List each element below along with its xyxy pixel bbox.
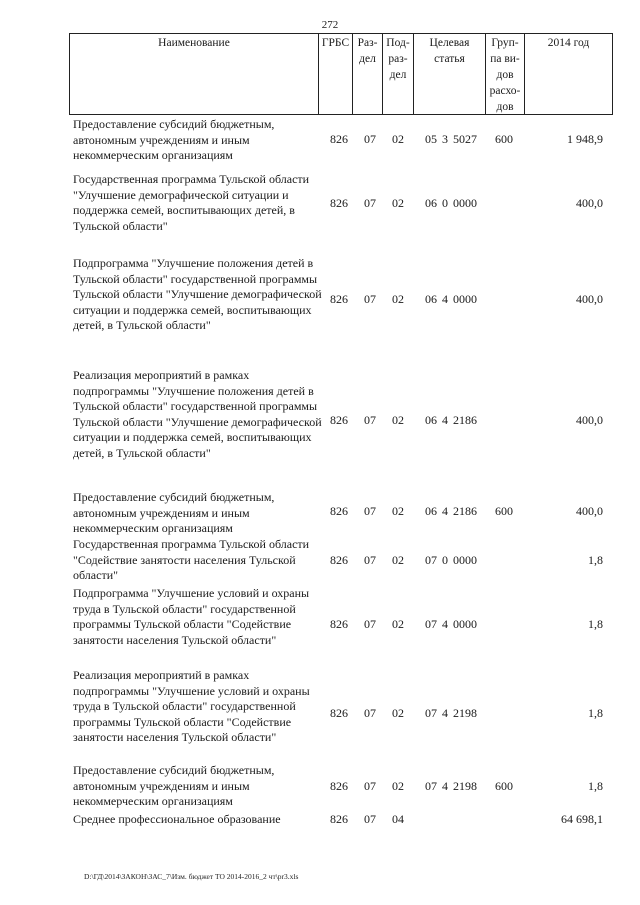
row-celevaya: 07 4 2198: [425, 779, 477, 793]
row-razdel: 07: [364, 413, 376, 427]
row-podrazdel: 02: [392, 413, 404, 427]
header-name: Наименование: [69, 34, 318, 114]
row-sum: 400,0: [576, 413, 603, 427]
row-razdel: 07: [364, 504, 376, 518]
row-gruppa: 600: [495, 132, 513, 146]
row-sum: 1,8: [588, 706, 603, 720]
row-podrazdel: 02: [392, 132, 404, 146]
header-podrazdel: Под- раз- дел: [382, 34, 413, 114]
row-razdel: 07: [364, 706, 376, 720]
row-grbs: 826: [330, 553, 348, 567]
row-grbs: 826: [330, 504, 348, 518]
row-razdel: 07: [364, 553, 376, 567]
row-name: Предоставление субсидий бюджетным, автономным учреждениям и иным некоммерческим организациям: [73, 490, 275, 535]
row-podrazdel: 02: [392, 196, 404, 210]
row-name: Предоставление субсидий бюджетным, автономным учреждениям и иным некоммерческим организациям: [73, 117, 275, 162]
row-name: Государственная программа Тульской области "Улучшение демографической ситуации и поддержка семей, воспитывающих детей, в Тульской области": [73, 172, 310, 233]
file-path-footer: D:\ГД\2014\ЗАКОН\ЗАС_7\Изм. бюджет ТО 2014-2016_2 чт\pr3.xls: [84, 872, 299, 881]
row-podrazdel: 02: [392, 553, 404, 567]
row-name: Подпрограмма "Улучшение условий и охраны труда в Тульской области" государственной программы Тульской области "Содействие занятости населения Тульской области": [73, 586, 310, 647]
header-razdel: Раз- дел: [352, 34, 382, 114]
row-podrazdel: 04: [392, 812, 404, 826]
row-name: Предоставление субсидий бюджетным, автономным учреждениям и иным некоммерческим организациям: [73, 763, 275, 808]
row-podrazdel: 02: [392, 779, 404, 793]
row-razdel: 07: [364, 132, 376, 146]
row-razdel: 07: [364, 779, 376, 793]
row-razdel: 07: [364, 617, 376, 631]
header-celevaya: Целевая статья: [413, 34, 485, 114]
row-name: Реализация мероприятий в рамках подпрограммы "Улучшение положения детей в Тульской области" государственной программы Тульской области "Улучшение демографической ситуации и поддержка семей, воспитывающих детей, в Тульской области": [73, 368, 322, 460]
row-celevaya: 06 4 2186: [425, 504, 477, 518]
row-razdel: 07: [364, 292, 376, 306]
row-razdel: 07: [364, 812, 376, 826]
row-sum: 400,0: [576, 196, 603, 210]
row-grbs: 826: [330, 617, 348, 631]
row-sum: 1,8: [588, 617, 603, 631]
header-gruppa: Груп- па ви- дов расхо- дов: [485, 34, 524, 114]
row-celevaya: 07 4 2198: [425, 706, 477, 720]
row-celevaya: 05 3 5027: [425, 132, 477, 146]
row-name: Подпрограмма "Улучшение положения детей в Тульской области" государственной программы Тульской области "Улучшение демографической ситуации и поддержка семей, воспитывающих детей, в Тульской области": [73, 256, 322, 332]
row-name: Государственная программа Тульской области "Содействие занятости населения Тульской области": [73, 537, 310, 582]
row-gruppa: 600: [495, 779, 513, 793]
header-year: 2014 год: [524, 34, 613, 114]
row-grbs: 826: [330, 413, 348, 427]
row-sum: 1 948,9: [567, 132, 603, 146]
row-razdel: 07: [364, 196, 376, 210]
table-header: [69, 33, 613, 115]
row-sum: 400,0: [576, 292, 603, 306]
row-celevaya: 06 4 0000: [425, 292, 477, 306]
row-podrazdel: 02: [392, 292, 404, 306]
row-podrazdel: 02: [392, 504, 404, 518]
row-name: Среднее профессиональное образование: [73, 812, 281, 826]
row-grbs: 826: [330, 706, 348, 720]
row-celevaya: 06 4 2186: [425, 413, 477, 427]
row-celevaya: 07 0 0000: [425, 553, 477, 567]
row-grbs: 826: [330, 196, 348, 210]
row-sum: 64 698,1: [561, 812, 603, 826]
row-grbs: 826: [330, 292, 348, 306]
row-podrazdel: 02: [392, 617, 404, 631]
row-grbs: 826: [330, 779, 348, 793]
page-number: 272: [321, 19, 339, 31]
row-podrazdel: 02: [392, 706, 404, 720]
row-grbs: 826: [330, 812, 348, 826]
row-sum: 1,8: [588, 779, 603, 793]
row-sum: 1,8: [588, 553, 603, 567]
header-grbs: ГРБС: [318, 34, 352, 114]
row-celevaya: 06 0 0000: [425, 196, 477, 210]
row-gruppa: 600: [495, 504, 513, 518]
row-celevaya: 07 4 0000: [425, 617, 477, 631]
row-grbs: 826: [330, 132, 348, 146]
row-name: Реализация мероприятий в рамках подпрограммы "Улучшение условий и охраны труда в Тульской области" государственной программы Тульской области "Содействие занятости населения Тульской области": [73, 668, 310, 744]
row-sum: 400,0: [576, 504, 603, 518]
